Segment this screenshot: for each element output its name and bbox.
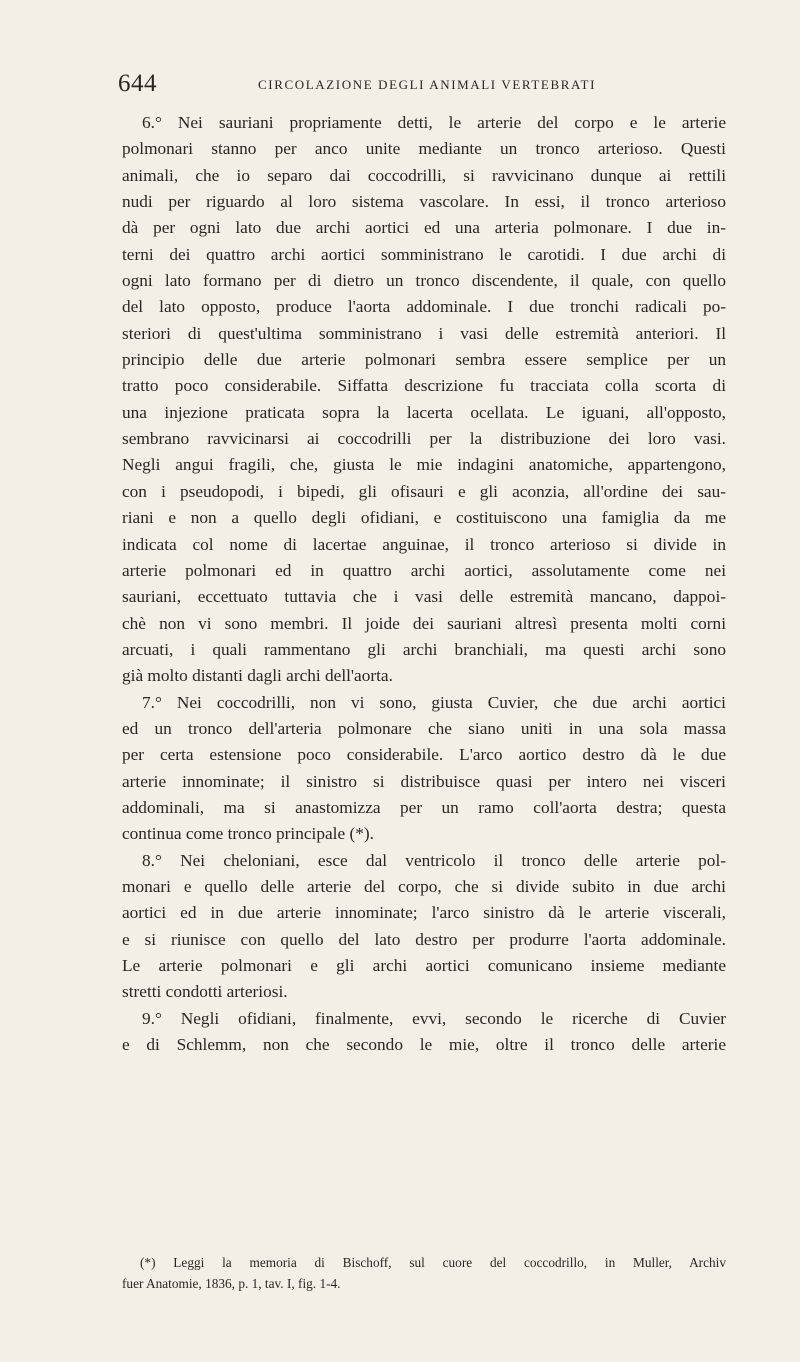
text-line: sembrano ravvicinarsi ai coccodrilli per la distribuzione dei loro vasi. — [122, 429, 726, 449]
text-line: polmonari stanno per anco unite mediante un tronco arterioso. Questi — [122, 139, 726, 159]
text-line: dà per ogni lato due archi aortici ed una arteria polmonare. I due in- — [122, 218, 726, 238]
text-line: nudi per riguardo al loro sistema vascolare. In essi, il tronco arterioso — [122, 192, 726, 212]
text-line: arterie innominate; il sinistro si distribuisce quasi per intero nei visceri — [122, 771, 726, 791]
footnote-line: fuer Anatomie, 1836, p. 1, tav. I, fig. 1-4. — [122, 1276, 341, 1291]
text-line: aortici ed in due arterie innominate; l'arco sinistro dà le arterie viscerali, — [122, 903, 726, 923]
text-line: ogni lato formano per di dietro un tronco discendente, il quale, con quello — [122, 271, 726, 291]
text-line: arcuati, i quali rammentano gli archi branchiali, ma questi archi sono — [122, 639, 726, 659]
text-line: indicata col nome di lacertae anguinae, il tronco arterioso si divide in — [122, 534, 726, 554]
paragraph-6-line: 6.° Nei sauriani propriamente detti, le arterie del corpo e le arterie — [142, 113, 726, 132]
text-line: e si riunisce con quello del lato destro per produrre l'aorta addominale. — [122, 929, 726, 949]
paragraph-7-line: 7.° Nei coccodrilli, non vi sono, giusta Cuvier, che due archi aortici — [142, 692, 726, 712]
page-header — [118, 70, 738, 100]
text-line: sauriani, eccettuato tuttavia che i vasi delle estremità mancano, dappoi- — [122, 587, 726, 607]
text-line: animali, che io separo dai coccodrilli, si ravvicinano dunque ai rettili — [122, 165, 726, 185]
text-line: terni dei quattro archi aortici somministrano le carotidi. I due archi di — [122, 244, 726, 264]
text-line: tratto poco considerabile. Siffatta descrizione fu tracciata colla scorta di — [122, 376, 726, 396]
body-text — [122, 110, 726, 1058]
page-number: 644 — [118, 70, 157, 97]
text-line: principio delle due arterie polmonari sembra essere semplice per un — [122, 350, 726, 370]
paragraph-9-line: 9.° Negli ofidiani, finalmente, evvi, secondo le ricerche di Cuvier — [142, 1008, 726, 1028]
running-title: CIRCOLAZIONE DEGLI ANIMALI VERTEBRATI — [258, 77, 597, 92]
text-line: stretti condotti arteriosi. — [122, 982, 288, 1002]
text-line: arterie polmonari ed in quattro archi aortici, assolutamente come nei — [122, 560, 726, 580]
text-line: con i pseudopodi, i bipedi, gli ofisauri e gli aconzia, all'ordine dei sau- — [122, 481, 726, 501]
footnote-line: (*) Leggi la memoria di Bischoff, sul cuore del coccodrillo, in Muller, Archiv — [140, 1255, 726, 1270]
text-line: Le arterie polmonari e gli archi aortici comunicano insieme mediante — [122, 956, 726, 975]
text-line: una injezione praticata sopra la lacerta ocellata. Le iguani, all'opposto, — [122, 402, 726, 422]
text-line: già molto distanti dagli archi dell'aorta. — [122, 666, 393, 686]
text-line: e di Schlemm, non che secondo le mie, oltre il tronco delle arterie — [122, 1035, 726, 1055]
footnote — [122, 1252, 726, 1294]
text-line: continua come tronco principale (*). — [122, 824, 374, 844]
text-line: chè non vi sono membri. Il joide dei sauriani altresì presenta molti corni — [122, 613, 726, 633]
text-line: per certa estensione poco considerabile. L'arco aortico destro dà le due — [122, 745, 726, 765]
text-line: addominali, ma si anastomizza per un ramo coll'aorta destra; questa — [122, 797, 726, 817]
text-line: ed un tronco dell'arteria polmonare che siano uniti in una sola massa — [122, 718, 726, 738]
paragraph-8-line: 8.° Nei cheloniani, esce dal ventricolo il tronco delle arterie pol- — [142, 850, 726, 870]
text-line: Negli angui fragili, che, giusta le mie indagini anatomiche, appartengono, — [122, 455, 726, 475]
text-line: monari e quello delle arterie del corpo, che si divide subito in due archi — [122, 876, 726, 896]
text-line: riani e non a quello degli ofidiani, e costituiscono una famiglia da me — [122, 508, 726, 528]
text-line: steriori di quest'ultima somministrano i vasi delle estremità anteriori. Il — [122, 323, 726, 343]
text-line: del lato opposto, produce l'aorta addominale. I due tronchi radicali po- — [122, 297, 726, 317]
